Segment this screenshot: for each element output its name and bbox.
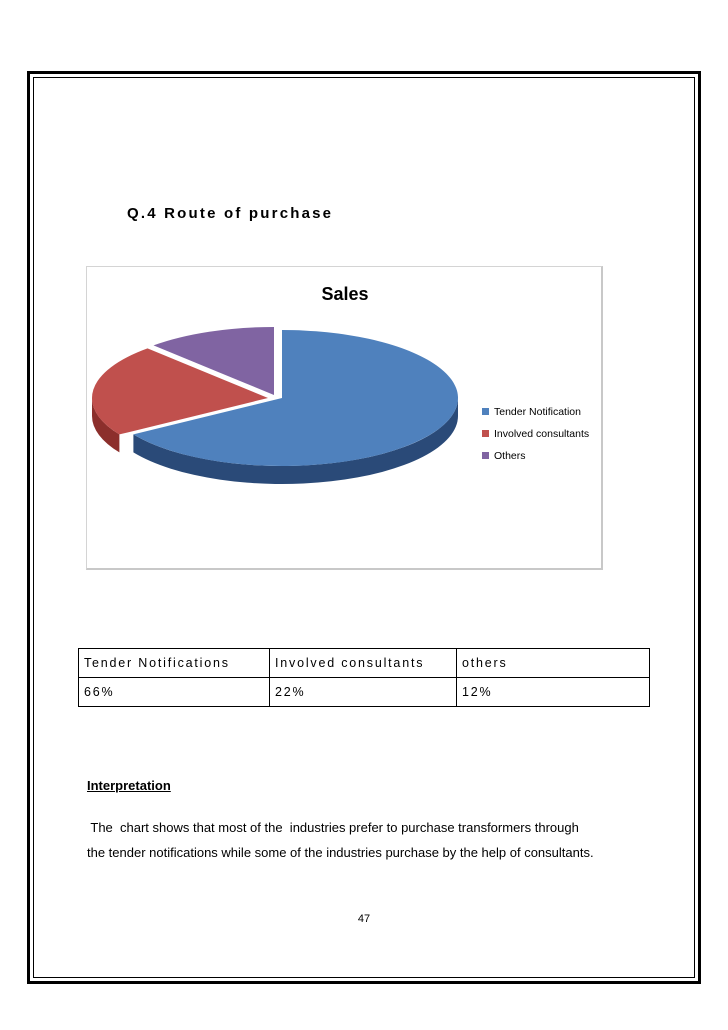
- legend-swatch-tender-notification: [482, 408, 489, 415]
- legend-label-others: Others: [494, 450, 526, 462]
- interpretation-line: the tender notifications while some of the industries purchase by the help of consultants.: [87, 845, 594, 860]
- chart-title: Sales: [321, 284, 369, 304]
- table-header-cell: others: [457, 649, 650, 678]
- pie-chart: [87, 267, 602, 569]
- table-header-cell: Tender Notifications: [79, 649, 270, 678]
- legend-swatch-involved-consultants: [482, 430, 489, 437]
- legend-label-tender-notification: Tender Notification: [494, 406, 581, 418]
- table-header-cell: Involved consultants: [270, 649, 457, 678]
- page-number: 47: [357, 913, 371, 925]
- table-cell: 22%: [270, 678, 457, 707]
- chart-frame: [86, 266, 603, 570]
- table-cell: 12%: [457, 678, 650, 707]
- table-header-row: [79, 649, 650, 678]
- data-table: [78, 648, 650, 707]
- interpretation-heading: Interpretation: [87, 778, 171, 793]
- legend-swatch-others: [482, 452, 489, 459]
- table-row: [79, 678, 650, 707]
- section-title: Q.4 Route of purchase: [127, 205, 334, 222]
- legend-label-involved-consultants: Involved consultants: [494, 428, 590, 440]
- interpretation-text: [87, 815, 667, 865]
- pie-legend: [482, 406, 589, 462]
- table-cell: 66%: [79, 678, 270, 707]
- interpretation-line: The chart shows that most of the industries prefer to purchase transformers through: [87, 820, 579, 835]
